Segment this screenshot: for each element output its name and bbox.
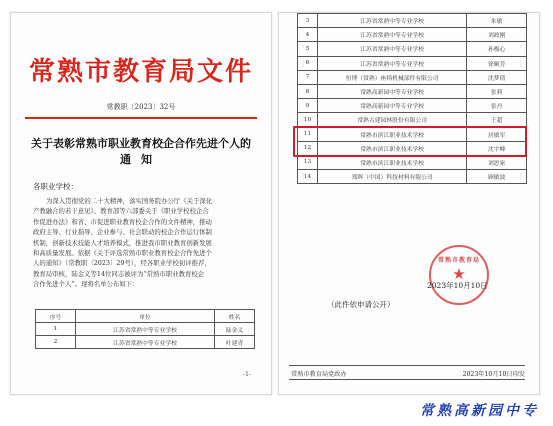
cell-unit: 常熟市滨江职业技术学校 [317, 141, 466, 155]
cell-unit: 江苏省常熟中等专业学校 [317, 42, 466, 56]
notice-title-line-1: 关于表彰常熟市职业教育校企合作先进个人的 [31, 137, 251, 150]
cell-unit: 常熟市滨江职业技术学校 [317, 155, 466, 169]
cell-name: 叶建青 [215, 336, 255, 349]
cell-unit: 江苏省常熟中等专业学校 [76, 336, 215, 349]
award-table-part-1 [35, 309, 255, 349]
table-row [36, 336, 255, 349]
table-row [298, 99, 527, 113]
cell-unit: 常熟高新园中等专业学校 [317, 84, 466, 98]
cell-unit: 江苏省常熟中等专业学校 [317, 56, 466, 70]
body-line: 产教融合的若干意见》、教育部等六部委关于《职业学校校企合 [33, 207, 209, 216]
cell-unit: 常熟市滨江职业技术学校 [317, 127, 466, 141]
cell-no: 12 [298, 141, 318, 155]
table-row [36, 323, 255, 336]
cell-name: 陆金义 [215, 323, 255, 336]
cell-no: 11 [298, 127, 318, 141]
cell-name: 朱敏 [467, 14, 527, 28]
body-line: 为深入贯彻党的二十大精神，落实国务院办公厅《关于深化 [46, 197, 213, 205]
header-name: 姓名 [215, 310, 255, 323]
public-note: （此件依申请公开） [327, 300, 395, 309]
notice-body [33, 196, 255, 290]
cell-no: 6 [298, 56, 318, 70]
body-line: 政府主导、行业指导、企业参与、社会联动的校企合作运行体制 [33, 228, 212, 237]
table-row [298, 14, 527, 28]
table-row [298, 56, 527, 70]
cell-unit: 恒博（常熟）座椅机械部件有限公司 [317, 70, 466, 84]
cell-unit: 郑晖（中国）科技材料有限公司 [317, 170, 466, 184]
body-line: 作促进办法》和省、市促进职业教育校企合作的文件精神，推动 [33, 217, 212, 226]
award-table-part-2 [297, 13, 527, 184]
issue-date: 2023年10月10日 [427, 281, 488, 290]
cell-name: 张丹 [467, 99, 527, 113]
red-divider [25, 117, 257, 119]
body-line: 合作先进个人”。现将名单公布如下： [33, 280, 139, 289]
cell-name: 徐顺芳 [467, 56, 527, 70]
cell-name: 张莉 [467, 84, 527, 98]
document-number: 常教职〔2023〕32号 [106, 103, 176, 111]
header-no: 序号 [36, 310, 76, 323]
cell-name: 王超 [467, 113, 527, 127]
body-line: 教育局审核，陆金义等14位同志被评为“常熟市职业教育校企 [33, 269, 205, 278]
cell-name: 居敏军 [467, 127, 527, 141]
cell-no: 8 [298, 84, 318, 98]
body-line: 机制，创新技术技能人才培养模式，推进我市职业教育创新发展 [33, 238, 212, 247]
cell-no: 1 [36, 323, 76, 336]
table-row [298, 70, 527, 84]
official-seal-icon [429, 245, 489, 305]
page-number: -1- [243, 371, 251, 378]
notice-title-line-2: 通知 [120, 153, 162, 166]
cell-unit: 江苏省常熟中等专业学校 [317, 14, 466, 28]
highlight-box [293, 126, 527, 157]
cell-no: 4 [298, 28, 318, 42]
cell-unit: 常熟高新园中等专业学校 [317, 99, 466, 113]
footer-issuer: 常熟市教育局党政办 [291, 371, 347, 378]
document-page-2 [278, 12, 540, 395]
header-unit: 单位 [76, 310, 215, 323]
document-page-1 [10, 12, 272, 395]
cell-no: 10 [298, 113, 318, 127]
cell-unit: 江苏省常熟中等专业学校 [317, 28, 466, 42]
body-line: 和高质量发展。依据《关于评选常熟市职业教育校企合作先进个 [33, 249, 212, 258]
cell-unit: 江苏省常熟中等专业学校 [76, 323, 215, 336]
cell-no: 13 [298, 155, 318, 169]
cell-no: 3 [298, 14, 318, 28]
body-line: 人的通知》（常教职〔2023〕29号），经各职业学校初评推荐， [33, 259, 211, 268]
table-row [298, 42, 527, 56]
cell-no: 5 [298, 42, 318, 56]
cell-name: 孙梅心 [467, 42, 527, 56]
cell-name: 刘政刚 [467, 28, 527, 42]
table-header-row [36, 310, 255, 323]
table-row [298, 155, 527, 169]
footer-print-date: 2023年10月10日印发 [462, 371, 525, 378]
table-row [298, 28, 527, 42]
cell-name: 沈梦倩 [467, 70, 527, 84]
cell-unit: 常熟古建园林股份有限公司 [317, 113, 466, 127]
cell-no: 9 [298, 99, 318, 113]
table-row [298, 170, 527, 184]
cell-name: 刘思家 [467, 155, 527, 169]
cell-name: 沈宇峰 [467, 141, 527, 155]
footer-divider-bottom [289, 379, 525, 380]
document-masthead: 常熟市教育局文件 [28, 57, 253, 87]
table-row [298, 84, 527, 98]
seal-text: 常熟市教育局 [437, 257, 480, 264]
cell-name: 顾敏波 [467, 170, 527, 184]
seal-star-icon: ★ [452, 265, 466, 283]
cell-no: 14 [298, 170, 318, 184]
cell-no: 2 [36, 336, 76, 349]
footer-divider-top [289, 365, 525, 366]
table-row [298, 113, 527, 127]
cell-no: 7 [298, 70, 318, 84]
school-watermark: 常熟高新园中专 [420, 403, 539, 419]
salutation: 各职业学校： [33, 182, 78, 191]
